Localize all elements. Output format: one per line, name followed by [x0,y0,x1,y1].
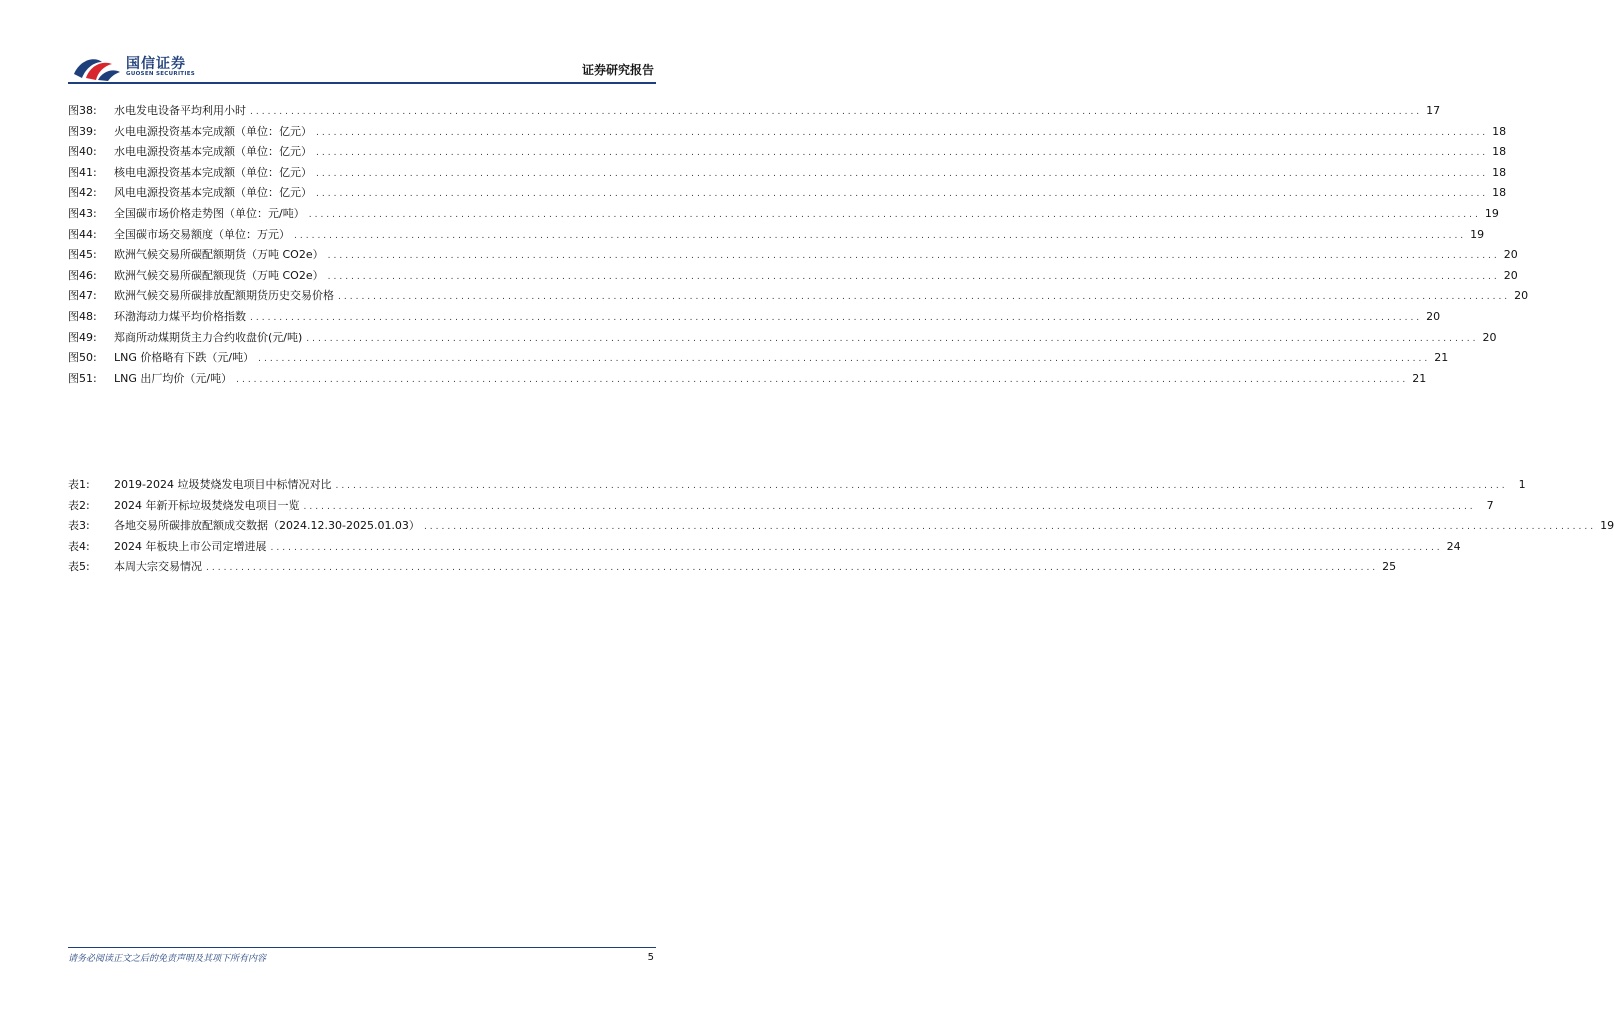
dot-leader: ........................................................................................................................................................................................................ [270,542,1443,553]
table-page-number: 25 [1382,560,1397,574]
figure-label: 图42: [68,186,97,200]
figure-page-number: 19 [1470,227,1485,241]
figure-title: 欧洲气候交易所碳排放配额期货历史交易价格 [114,289,334,303]
figure-entry[interactable] [68,102,1441,120]
figure-page-number: 21 [1412,371,1427,385]
figure-page-number: 20 [1503,268,1518,282]
table-page-number: 19 [1600,519,1614,533]
table-title: 2019-2024 垃圾焚烧发电项目中标情况对比 [114,478,332,491]
figure-label: 图38: [68,104,97,117]
figure-entry[interactable] [68,164,1507,182]
figure-title: 全国碳市场交易额度（单位：万元） [114,227,290,241]
table-label: 表3: [68,519,90,533]
report-type: 证券研究报告 [581,63,654,77]
figure-label: 图46: [68,268,97,282]
figure-entry[interactable] [68,246,1518,264]
figure-label: 图49: [68,330,97,344]
logo-text: 国信证券 [126,56,186,72]
figure-page-number: 21 [1434,351,1449,365]
figure-label: 图48: [68,310,97,323]
dot-leader: ........................................................................................................................................................................................................ [303,501,1476,512]
table-title: 本周大宗交易情况 [114,560,202,574]
figure-label: 图43: [68,207,97,220]
figure-entry[interactable] [68,267,1518,285]
figure-entry[interactable] [68,123,1507,141]
table-label: 表4: [68,539,90,553]
figure-label: 图40: [68,145,97,159]
figure-entry[interactable] [68,205,1499,223]
table-entry[interactable] [68,538,1461,556]
figure-title: 全国碳市场价格走势图（单位：元/吨） [114,207,305,220]
figure-title: LNG 价格略有下跌（元/吨） [114,351,255,365]
table-entry[interactable] [68,517,1614,535]
logo-subtitle: GUOSEN SECURITIES [126,71,196,77]
figure-page-number: 18 [1492,186,1507,200]
dot-leader: ........................................................................................................................................................................................................ [316,168,1489,179]
header-divider [68,82,656,84]
figure-page-number: 20 [1503,248,1518,262]
page-header [68,48,656,84]
figure-label: 图39: [68,124,97,138]
table-title: 2024 年新开标垃圾焚烧发电项目一览 [114,498,300,512]
dot-leader: ........................................................................................................................................................................................................ [316,148,1489,159]
table-page-number: 24 [1446,539,1461,553]
table-label: 表2: [68,498,90,512]
figure-label: 图47: [68,289,97,303]
dot-leader: ........................................................................................................................................................................................................ [250,313,1423,323]
figure-title: 风电电源投资基本完成额（单位：亿元） [114,186,312,200]
dot-leader: ........................................................................................................................................................................................................ [250,107,1423,117]
table-page-number: 1 [1518,478,1526,491]
table-entry[interactable] [68,476,1526,494]
dot-leader: ........................................................................................................................................................................................................ [206,563,1379,574]
dot-leader: ........................................................................................................................................................................................................ [327,251,1500,262]
footer-divider [68,947,656,948]
figure-label: 图51: [68,371,97,385]
figure-entry[interactable] [68,143,1507,161]
figure-title: 水电发电设备平均利用小时 [114,104,246,117]
dot-leader: ........................................................................................................................................................................................................ [335,481,1508,491]
dot-leader: ........................................................................................................................................................................................................ [306,333,1479,344]
figure-page-number: 20 [1482,330,1497,344]
figure-entry[interactable] [68,370,1427,388]
figure-title: 水电电源投资基本完成额（单位：亿元） [114,145,312,159]
dot-leader: ........................................................................................................................................................................................................ [258,354,1431,365]
figure-title: 郑商所动煤期货主力合约收盘价(元/吨) [114,330,303,344]
table-title: 2024 年板块上市公司定增进展 [114,539,267,553]
dot-leader: ........................................................................................................................................................................................................ [338,292,1511,303]
figure-entry[interactable] [68,349,1449,367]
figure-page-number: 18 [1492,165,1507,179]
figure-title: 环渤海动力煤平均价格指数 [114,310,246,323]
figure-label: 图41: [68,165,97,179]
figure-entry[interactable] [68,184,1507,202]
figure-page-number: 20 [1426,310,1441,323]
figure-label: 图45: [68,248,97,262]
figure-page-number: 19 [1484,207,1499,220]
figure-page-number: 18 [1492,145,1507,159]
dot-leader: ........................................................................................................................................................................................................ [316,127,1489,138]
dot-leader: ........................................................................................................................................................................................................ [294,230,1467,241]
page-number: 5 [647,952,654,963]
figure-title: 欧洲气候交易所碳配额现货（万吨 CO2e） [114,268,324,282]
figure-page-number: 20 [1514,289,1529,303]
table-label: 表1: [68,478,90,491]
dot-leader: ........................................................................................................................................................................................................ [316,189,1489,200]
dot-leader: ........................................................................................................................................................................................................ [236,374,1409,385]
figure-title: LNG 出厂均价（元/吨） [114,371,233,385]
figure-page-number: 17 [1426,104,1441,117]
footer-disclaimer: 请务必阅读正文之后的免责声明及其项下所有内容 [68,954,267,964]
dot-leader: ........................................................................................................................................................................................................ [423,522,1597,533]
figure-label: 图50: [68,351,97,365]
dot-leader: ........................................................................................................................................................................................................ [327,271,1500,282]
table-title: 各地交易所碳排放配额成交数据（2024.12.30-2025.01.03） [114,519,420,533]
figure-entry[interactable] [68,287,1529,305]
table-page-number: 7 [1486,498,1494,512]
table-entry[interactable] [68,497,1494,515]
figure-entry[interactable] [68,329,1497,347]
guosen-logo-icon [72,52,122,82]
figure-entry[interactable] [68,226,1485,244]
figure-entry[interactable] [68,308,1441,326]
figure-page-number: 18 [1492,124,1507,138]
table-label: 表5: [68,560,90,574]
figure-title: 火电电源投资基本完成额（单位：亿元） [114,124,312,138]
dot-leader: ........................................................................................................................................................................................................ [308,210,1481,220]
figure-label: 图44: [68,227,97,241]
table-entry[interactable] [68,558,1397,576]
figure-title: 核电电源投资基本完成额（单位：亿元） [114,165,312,179]
figure-title: 欧洲气候交易所碳配额期货（万吨 CO2e） [114,248,324,262]
